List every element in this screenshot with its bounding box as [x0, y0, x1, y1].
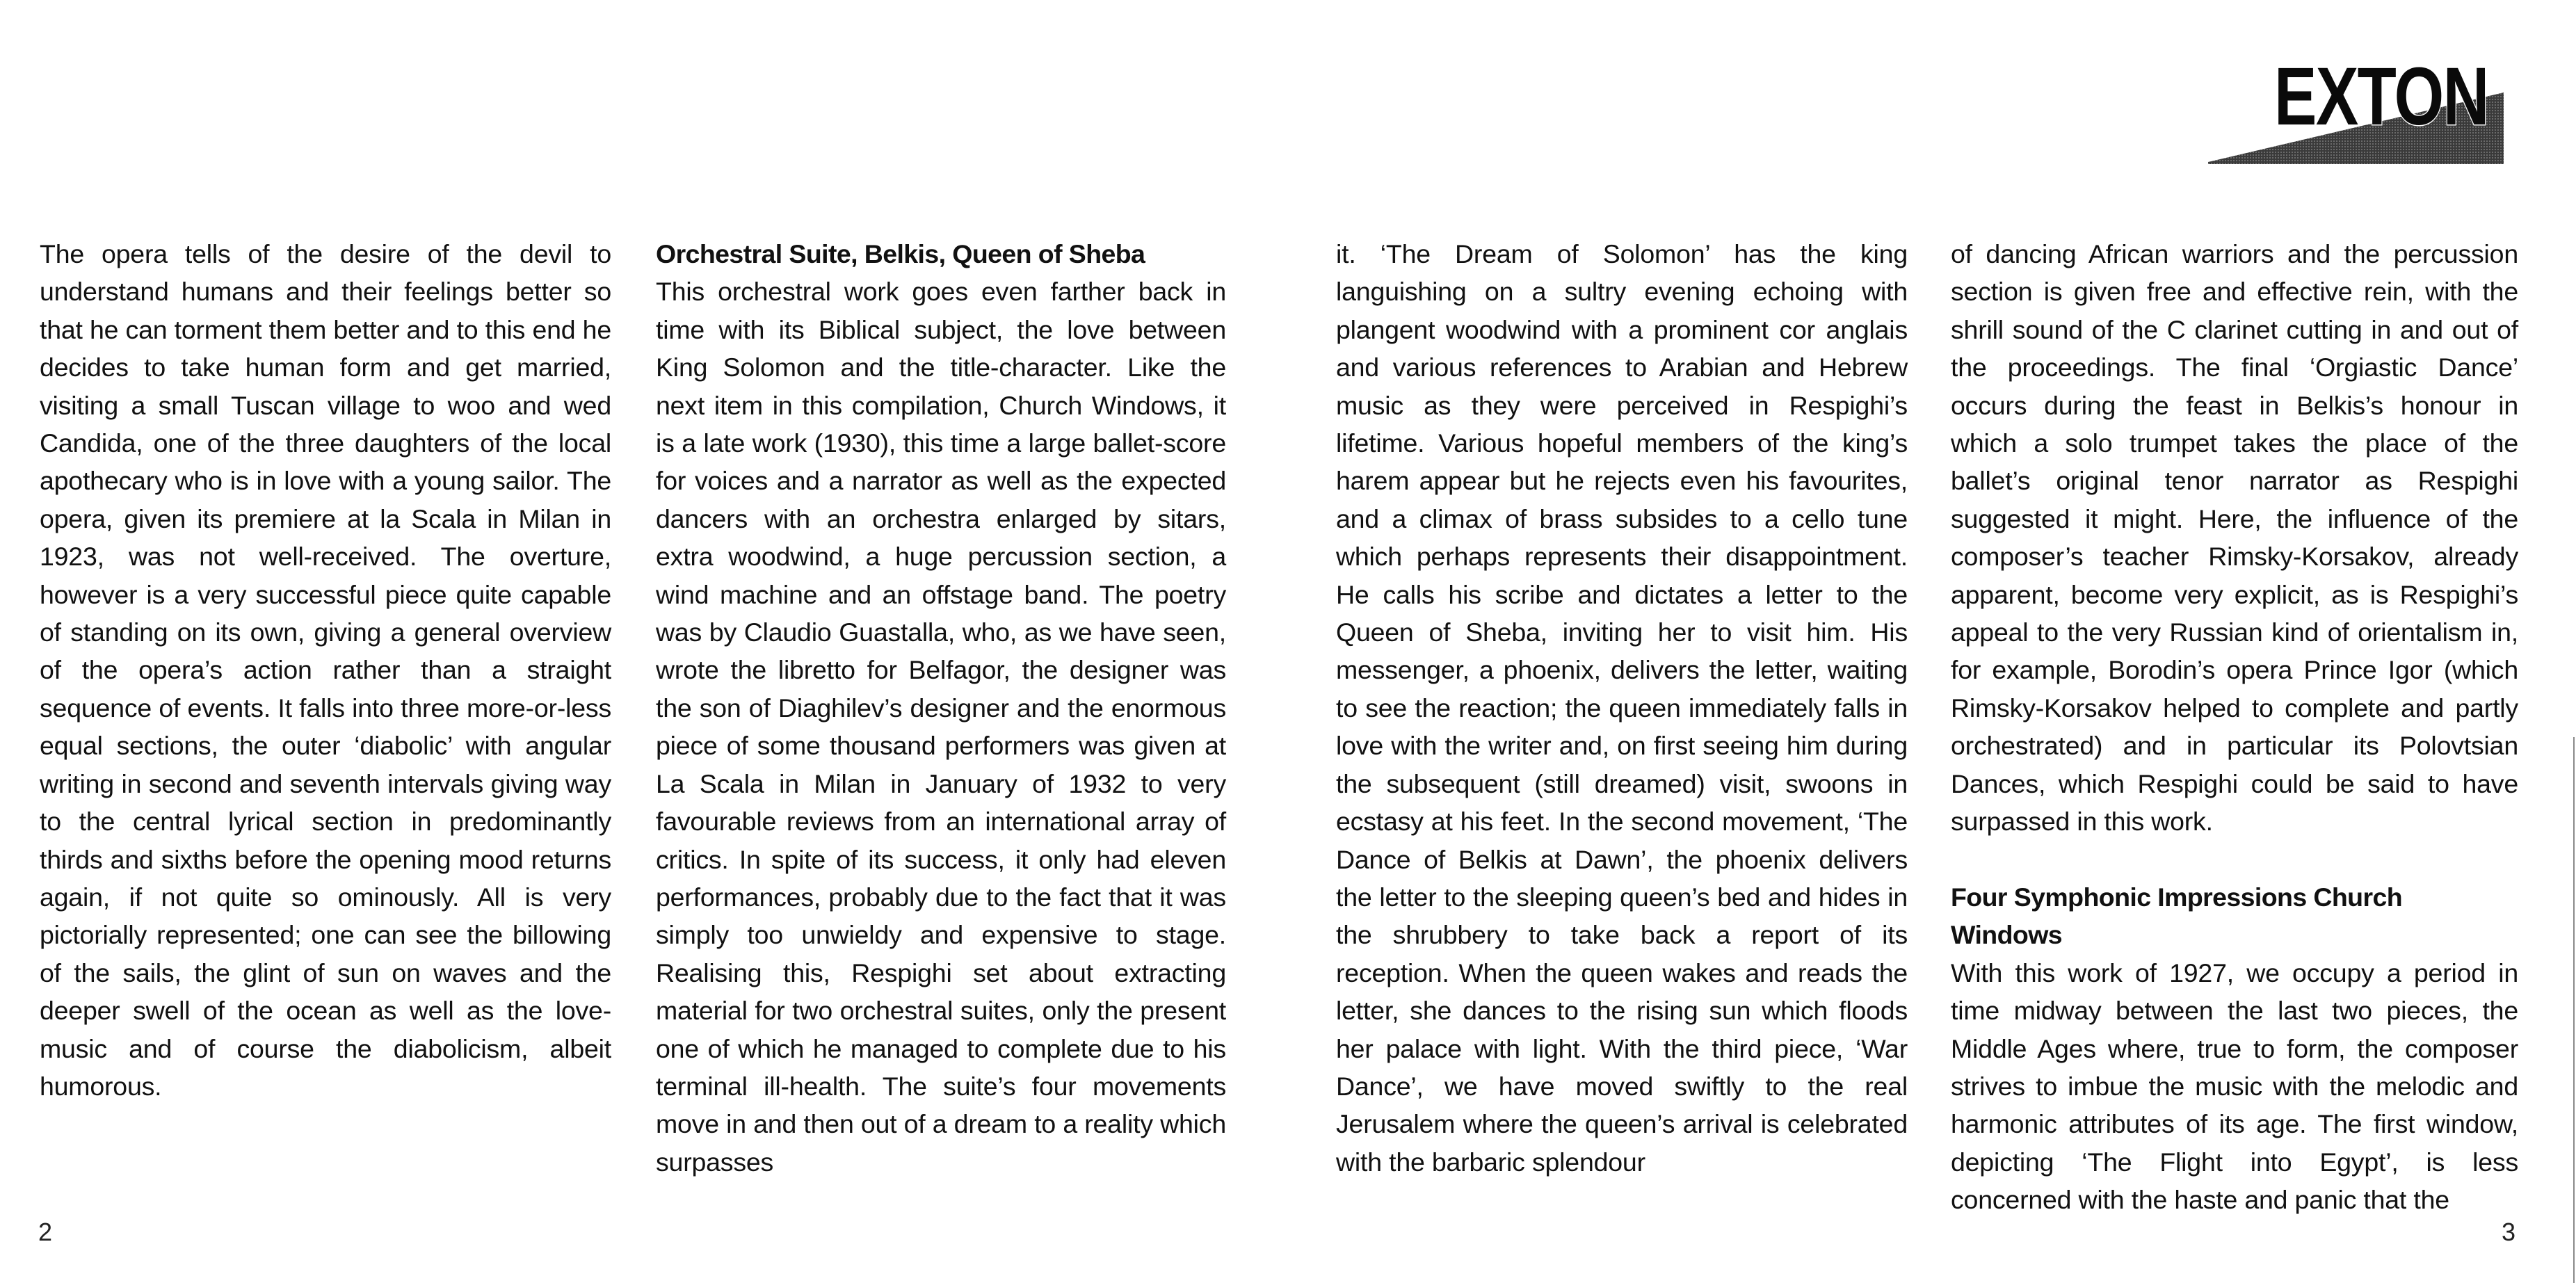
column-3: [1336, 235, 1908, 1181]
paragraph-gap: [1951, 841, 2518, 878]
page-number-left: 2: [38, 1218, 53, 1246]
column-1: [40, 235, 611, 1105]
section-heading-belkis: Orchestral Suite, Belkis, Queen of Sheba: [656, 239, 1145, 268]
exton-logo: [2208, 51, 2525, 166]
body-paragraph: The opera tells of the desire of the devil to understand humans and their feelings better so that he can torment them better and to this end he decides to take human form and get married, visiting a small Tuscan village to woo and wed Candida, one of the three daughters of the local apothecary who is in love with a young sailor. The opera, given its premiere at la Scala in Milan in 1923, was not well-received. The overture, however is a very successful piece quite capable of standing on its own, giving a general overview of the opera’s action rather than a straight sequence of events. It falls into three more-or-less equal sections, the outer ‘diabolic’ with angular writing in second and seventh intervals giving way to the central lyrical section in predominantly thirds and sixths before the opening mood returns again, if not quite so ominously. All is very pictorially represented; one can see the billowing of the sails, the glint of sun on waves and the deeper swell of the ocean as well as the love-music and of course the diabolicism, albeit humorous.: [40, 239, 611, 1101]
column-4: [1951, 235, 2518, 1219]
scan-edge-line: [2573, 737, 2575, 1283]
body-paragraph: it. ‘The Dream of Solomon’ has the king languishing on a sultry evening echoing with plangent woodwind with a prominent cor anglais and various references to Arabian and Hebrew music as they were perceived in Respighi’s lifetime. Various hopeful members of the king’s harem appear but he rejects even his favourites, and a climax of brass subsides to a cello tune which perhaps represents their disappointment. He calls his scribe and dictates a letter to the Queen of Sheba, inviting her to visit him. His messenger, a phoenix, delivers the letter, waiting to see the reaction; the queen immediately falls in love with the writer and, on first seeing him during the subsequent (still dreamed) visit, swoons in ecstasy at his feet. In the second movement, ‘The Dance of Belkis at Dawn’, the phoenix delivers the letter to the sleeping queen’s bed and hides in the shrubbery to take back a report of its reception. When the queen wakes and reads the letter, she dances to the rising sun which floods her palace with light. With the third piece, ‘War Dance’, we have moved swiftly to the real Jerusalem where the queen’s arrival is celebrated with the barbaric splendour: [1336, 239, 1908, 1177]
section-heading-church-windows: Four Symphonic Impressions Church Windows: [1951, 882, 2403, 950]
column-2: [656, 235, 1226, 1181]
body-paragraph: This orchestral work goes even farther back in time with its Biblical subject, the love between King Solomon and the title-character. Like the next item in this compilation, Church Windows, it is a late work (1930), this time a large ballet-score for voices and a narrator as well as the expected dancers with an orchestra enlarged by sitars, extra woodwind, a huge percussion section, a wind machine and an offstage band. The poetry was by Claudio Guastalla, who, as we have seen, wrote the libretto for Belfagor, the designer was the son of Diaghilev’s designer and the enormous piece of some thousand performers was given at La Scala in Milan in January of 1932 to very favourable reviews from an international array of critics. In spite of its success, it only had eleven performances, probably due to the fact that it was simply too unwieldy and expensive to stage. Realising this, Respighi set about extracting material for two orchestral suites, only the present one of which he managed to complete due to his terminal ill-health. The suite’s four movements move in and then out of a dream to a reality which surpasses: [656, 277, 1226, 1177]
page-number-right: 3: [2502, 1218, 2516, 1246]
logo-text: EXTON: [2274, 51, 2488, 143]
body-paragraph: of dancing African warriors and the percussion section is given free and effective rein, with the shrill sound of the C clarinet cutting in and out of the proceedings. The final ‘Orgiastic Dance’ occurs during the feast in Belkis’s honour in which a solo trumpet takes the place of the ballet’s original tenor narrator as Respighi suggested it might. Here, the influence of the composer’s teacher Rimsky-Korsakov, already apparent, become very explicit, as is Respighi’s appeal to the very Russian kind of orientalism in, for example, Borodin’s opera Prince Igor (which Rimsky-Korsakov helped to complete and partly orchestrated) and in particular its Polovtsian Dances, which Respighi could be said to have surpassed in this work.: [1951, 239, 2518, 837]
body-paragraph: With this work of 1927, we occupy a period in time midway between the last two pieces, the Middle Ages where, true to form, the composer strives to imbue the music with the melodic and harmonic attributes of its age. The first window, depicting ‘The Flight into Egypt’, is less concerned with the haste and panic that the: [1951, 958, 2518, 1215]
